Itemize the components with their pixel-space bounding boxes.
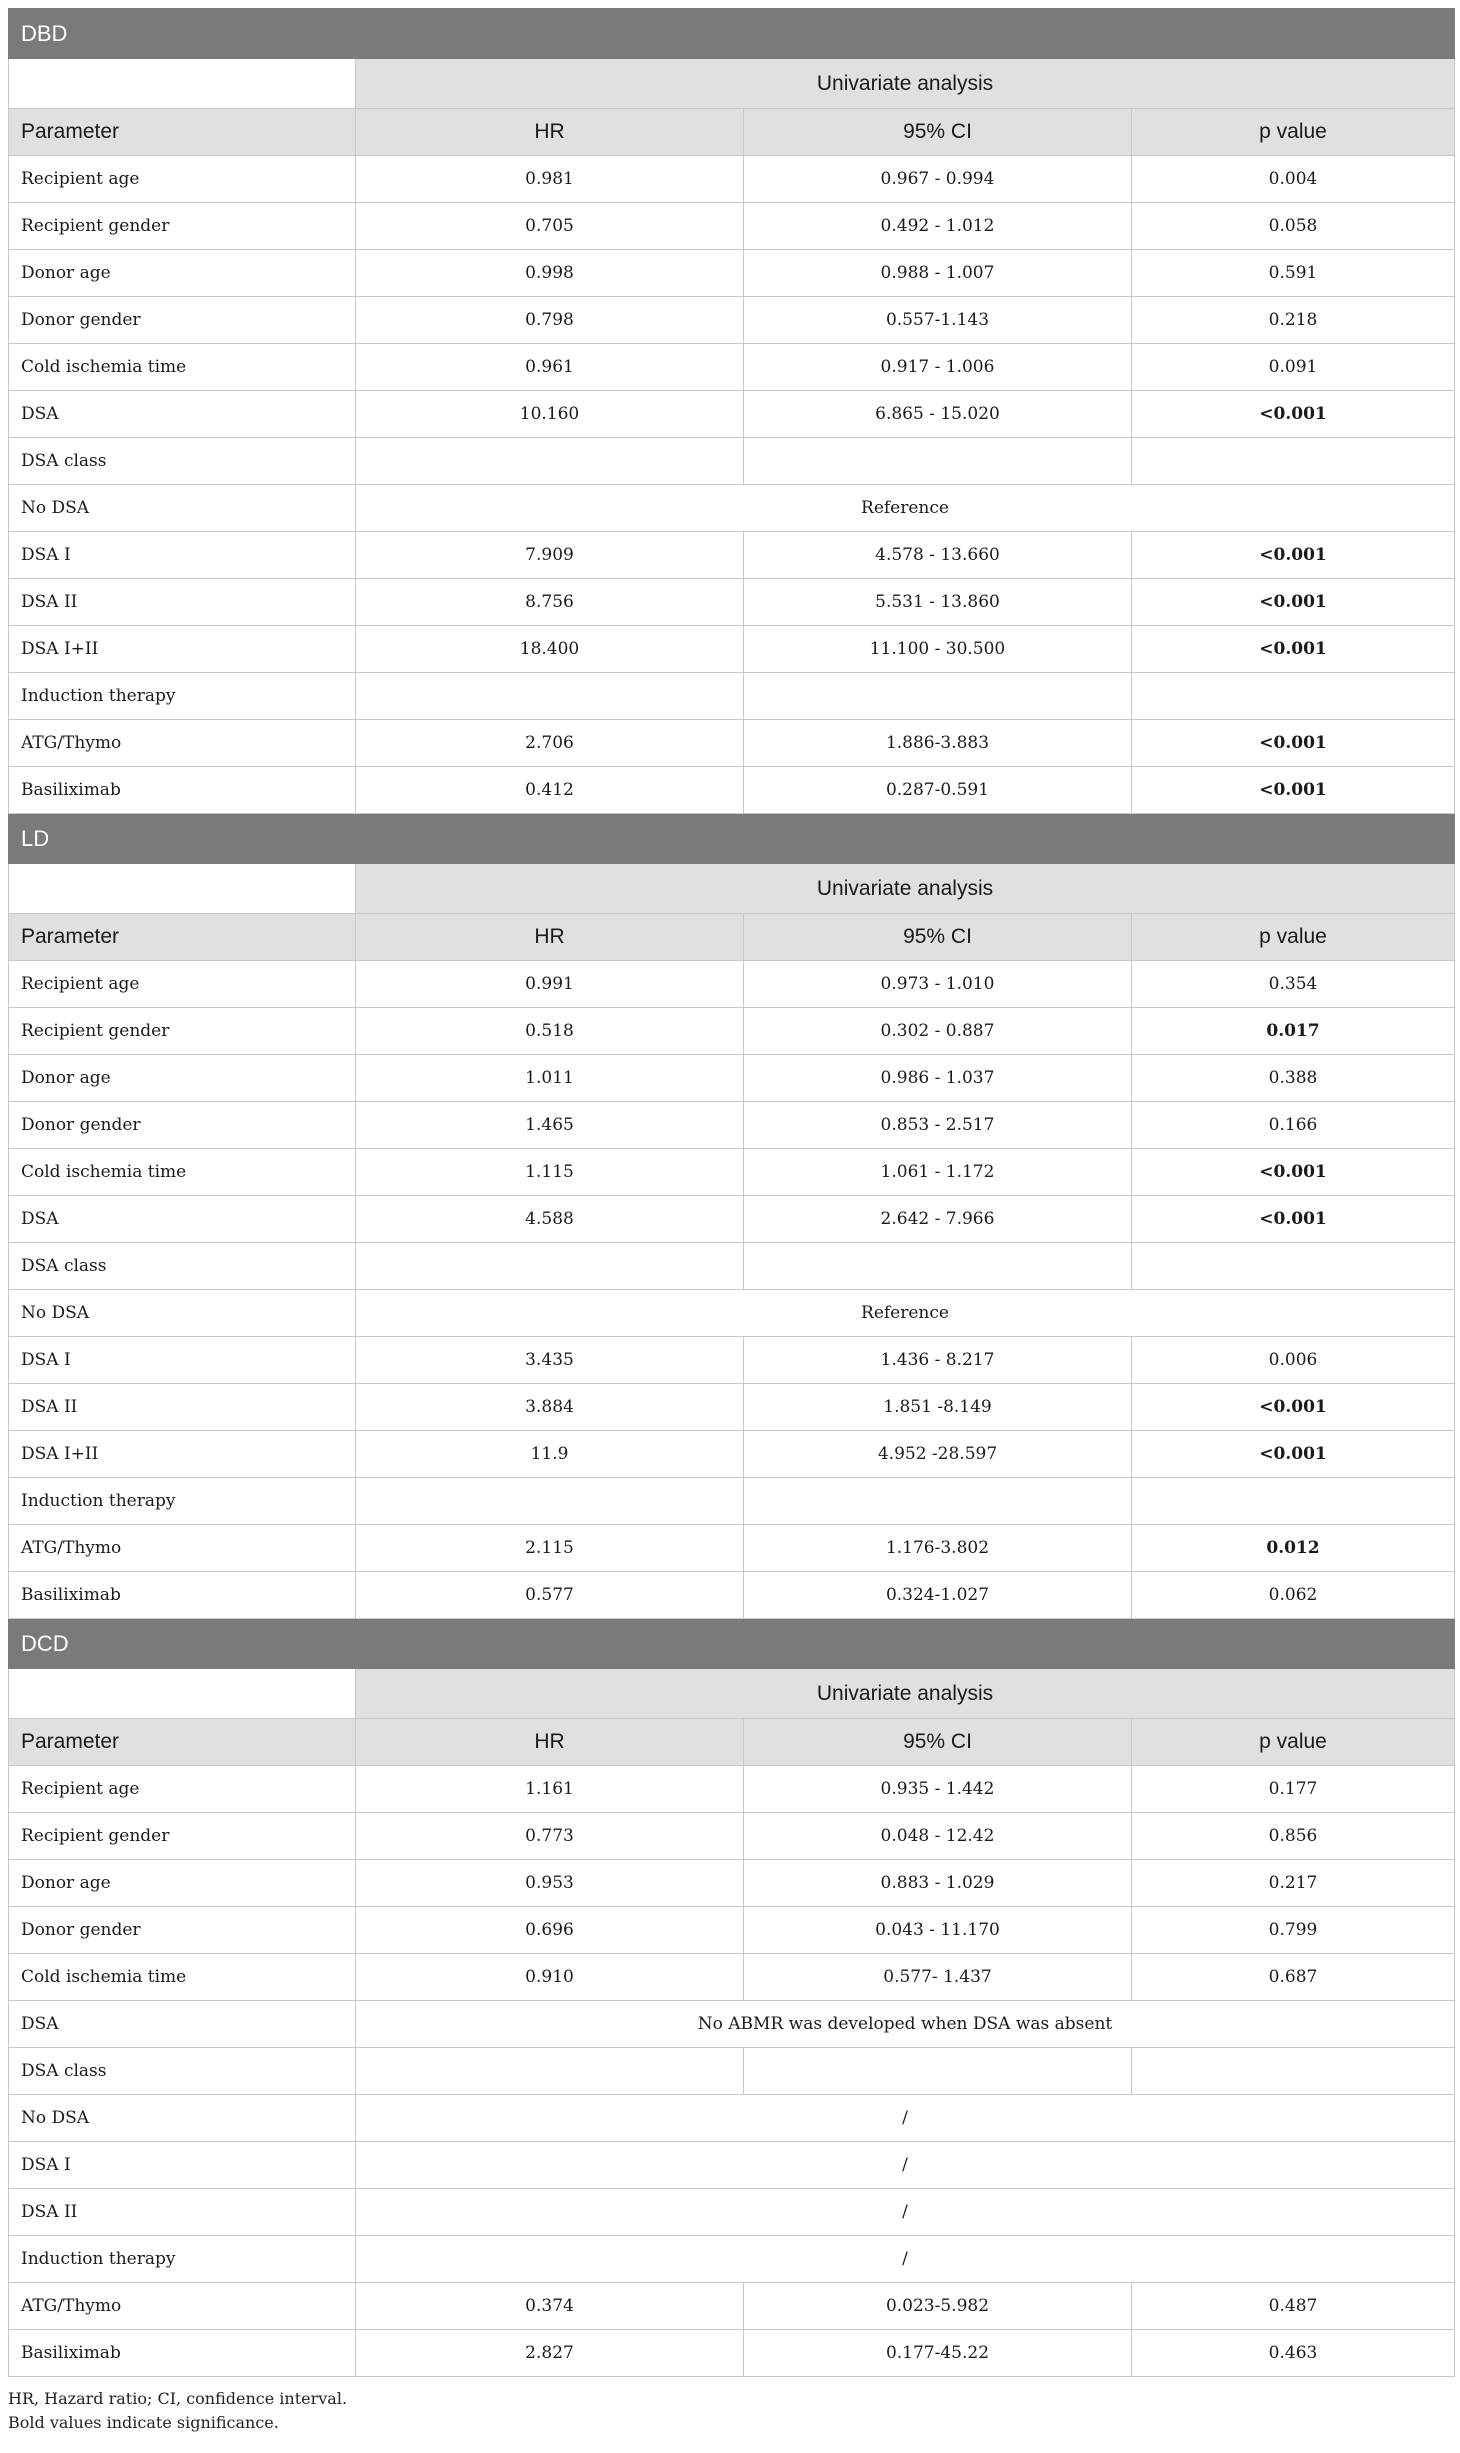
- hr-cell: 0.696: [356, 1907, 744, 1954]
- column-header-hr: HR: [356, 109, 744, 156]
- parameter-cell: Induction therapy: [9, 1478, 356, 1525]
- table-row: [9, 961, 1455, 1008]
- p-value-cell: [1132, 1243, 1455, 1290]
- section-title: DCD: [9, 1619, 356, 1669]
- column-header-p-value: p value: [1132, 109, 1455, 156]
- merged-value-cell: No ABMR was developed when DSA was absent: [356, 2001, 1455, 2048]
- table-footnotes: [8, 2387, 1454, 2435]
- parameter-cell: DSA II: [9, 2189, 356, 2236]
- table-row: [9, 1525, 1455, 1572]
- merged-value-cell: /: [356, 2189, 1455, 2236]
- p-value-cell: 0.354: [1132, 961, 1455, 1008]
- hr-cell: 0.412: [356, 767, 744, 814]
- column-header-parameter: Parameter: [9, 1719, 356, 1766]
- p-value-cell: 0.012: [1132, 1525, 1455, 1572]
- hr-cell: [356, 673, 744, 720]
- p-value-cell: 0.856: [1132, 1813, 1455, 1860]
- analysis-blank-cell: [9, 59, 356, 109]
- hr-cell: 1.161: [356, 1766, 744, 1813]
- table-container: [8, 8, 1454, 2435]
- parameter-cell: Donor gender: [9, 1102, 356, 1149]
- p-value-cell: [1132, 2048, 1455, 2095]
- parameter-cell: Cold ischemia time: [9, 344, 356, 391]
- hr-cell: 0.998: [356, 250, 744, 297]
- ci-cell: [744, 2048, 1132, 2095]
- parameter-cell: DSA: [9, 391, 356, 438]
- table-row: [9, 485, 1455, 532]
- table-row: [9, 1572, 1455, 1619]
- ci-cell: 0.023-5.982: [744, 2283, 1132, 2330]
- ci-cell: 1.886-3.883: [744, 720, 1132, 767]
- p-value-cell: <0.001: [1132, 1384, 1455, 1431]
- hr-cell: 0.773: [356, 1813, 744, 1860]
- section-header-row: [9, 9, 1455, 59]
- hazard-ratio-table: [8, 8, 1455, 2377]
- table-row: [9, 2189, 1455, 2236]
- ci-cell: 0.177-45.22: [744, 2330, 1132, 2377]
- p-value-cell: 0.799: [1132, 1907, 1455, 1954]
- ci-cell: [744, 673, 1132, 720]
- merged-value-cell: /: [356, 2142, 1455, 2189]
- footnote-abbreviations: HR, Hazard ratio; CI, confidence interval.: [8, 2389, 348, 2408]
- table-row: [9, 1954, 1455, 2001]
- p-value-cell: <0.001: [1132, 767, 1455, 814]
- parameter-cell: Recipient gender: [9, 1008, 356, 1055]
- hr-cell: 1.115: [356, 1149, 744, 1196]
- parameter-cell: Recipient age: [9, 961, 356, 1008]
- table-row: [9, 344, 1455, 391]
- parameter-cell: DSA class: [9, 2048, 356, 2095]
- section-header-blank: [356, 9, 744, 59]
- parameter-cell: DSA I: [9, 532, 356, 579]
- hr-cell: 2.706: [356, 720, 744, 767]
- table-row: [9, 2330, 1455, 2377]
- p-value-cell: 0.017: [1132, 1008, 1455, 1055]
- table-row: [9, 1008, 1455, 1055]
- table-row: [9, 2142, 1455, 2189]
- section-header-blank: [744, 814, 1132, 864]
- ci-cell: 0.986 - 1.037: [744, 1055, 1132, 1102]
- parameter-cell: No DSA: [9, 1290, 356, 1337]
- ci-cell: 0.287-0.591: [744, 767, 1132, 814]
- table-row: [9, 1243, 1455, 1290]
- table-row: [9, 1384, 1455, 1431]
- ci-cell: 0.883 - 1.029: [744, 1860, 1132, 1907]
- section-header-blank: [1132, 1619, 1455, 1669]
- section-header-blank: [744, 1619, 1132, 1669]
- p-value-cell: <0.001: [1132, 626, 1455, 673]
- parameter-cell: DSA: [9, 1196, 356, 1243]
- parameter-cell: Cold ischemia time: [9, 1954, 356, 2001]
- parameter-cell: Donor age: [9, 250, 356, 297]
- footnote-bold: Bold values indicate significance.: [8, 2413, 279, 2432]
- analysis-row: [9, 1669, 1455, 1719]
- hr-cell: 2.827: [356, 2330, 744, 2377]
- analysis-label: Univariate analysis: [356, 59, 1455, 109]
- hr-cell: 7.909: [356, 532, 744, 579]
- parameter-cell: DSA I: [9, 2142, 356, 2189]
- p-value-cell: [1132, 673, 1455, 720]
- hr-cell: 0.953: [356, 1860, 744, 1907]
- table-row: [9, 1055, 1455, 1102]
- parameter-cell: Induction therapy: [9, 2236, 356, 2283]
- p-value-cell: 0.177: [1132, 1766, 1455, 1813]
- ci-cell: 0.917 - 1.006: [744, 344, 1132, 391]
- parameter-cell: Recipient age: [9, 1766, 356, 1813]
- table-row: [9, 1337, 1455, 1384]
- ci-cell: 1.061 - 1.172: [744, 1149, 1132, 1196]
- hr-cell: 4.588: [356, 1196, 744, 1243]
- ci-cell: 0.048 - 12.42: [744, 1813, 1132, 1860]
- hr-cell: 2.115: [356, 1525, 744, 1572]
- table-row: [9, 2236, 1455, 2283]
- table-row: [9, 767, 1455, 814]
- ci-cell: 2.642 - 7.966: [744, 1196, 1132, 1243]
- analysis-label: Univariate analysis: [356, 1669, 1455, 1719]
- p-value-cell: 0.062: [1132, 1572, 1455, 1619]
- merged-value-cell: Reference: [356, 485, 1455, 532]
- analysis-blank-cell: [9, 864, 356, 914]
- column-header-row: [9, 109, 1455, 156]
- parameter-cell: DSA class: [9, 1243, 356, 1290]
- column-header-ci: 95% CI: [744, 109, 1132, 156]
- hr-cell: 0.910: [356, 1954, 744, 2001]
- parameter-cell: DSA II: [9, 579, 356, 626]
- table-row: [9, 2048, 1455, 2095]
- ci-cell: 0.043 - 11.170: [744, 1907, 1132, 1954]
- p-value-cell: 0.463: [1132, 2330, 1455, 2377]
- column-header-p-value: p value: [1132, 914, 1455, 961]
- parameter-cell: Donor age: [9, 1055, 356, 1102]
- column-header-p-value: p value: [1132, 1719, 1455, 1766]
- ci-cell: 0.302 - 0.887: [744, 1008, 1132, 1055]
- hr-cell: [356, 438, 744, 485]
- table-row: [9, 203, 1455, 250]
- ci-cell: 0.577- 1.437: [744, 1954, 1132, 2001]
- p-value-cell: 0.591: [1132, 250, 1455, 297]
- p-value-cell: [1132, 1478, 1455, 1525]
- hr-cell: 3.884: [356, 1384, 744, 1431]
- column-header-ci: 95% CI: [744, 1719, 1132, 1766]
- table-row: [9, 2001, 1455, 2048]
- section-header-row: [9, 1619, 1455, 1669]
- p-value-cell: <0.001: [1132, 1149, 1455, 1196]
- ci-cell: 0.557-1.143: [744, 297, 1132, 344]
- hr-cell: 1.011: [356, 1055, 744, 1102]
- ci-cell: 0.853 - 2.517: [744, 1102, 1132, 1149]
- ci-cell: 11.100 - 30.500: [744, 626, 1132, 673]
- ci-cell: [744, 1243, 1132, 1290]
- hr-cell: 0.577: [356, 1572, 744, 1619]
- column-header-ci: 95% CI: [744, 914, 1132, 961]
- p-value-cell: 0.166: [1132, 1102, 1455, 1149]
- ci-cell: 0.967 - 0.994: [744, 156, 1132, 203]
- column-header-hr: HR: [356, 1719, 744, 1766]
- ci-cell: 0.324-1.027: [744, 1572, 1132, 1619]
- parameter-cell: Basiliximab: [9, 767, 356, 814]
- section-title: LD: [9, 814, 356, 864]
- section-header-blank: [744, 9, 1132, 59]
- ci-cell: [744, 438, 1132, 485]
- table-body: [9, 9, 1455, 2377]
- ci-cell: 1.436 - 8.217: [744, 1337, 1132, 1384]
- ci-cell: 0.988 - 1.007: [744, 250, 1132, 297]
- column-header-hr: HR: [356, 914, 744, 961]
- column-header-row: [9, 914, 1455, 961]
- table-row: [9, 626, 1455, 673]
- table-row: [9, 438, 1455, 485]
- analysis-row: [9, 864, 1455, 914]
- hr-cell: 18.400: [356, 626, 744, 673]
- parameter-cell: DSA class: [9, 438, 356, 485]
- merged-value-cell: Reference: [356, 1290, 1455, 1337]
- table-row: [9, 720, 1455, 767]
- parameter-cell: Recipient gender: [9, 1813, 356, 1860]
- p-value-cell: 0.091: [1132, 344, 1455, 391]
- hr-cell: [356, 1478, 744, 1525]
- ci-cell: 0.935 - 1.442: [744, 1766, 1132, 1813]
- parameter-cell: No DSA: [9, 485, 356, 532]
- ci-cell: 4.578 - 13.660: [744, 532, 1132, 579]
- table-row: [9, 1149, 1455, 1196]
- p-value-cell: 0.687: [1132, 1954, 1455, 2001]
- section-header-blank: [356, 1619, 744, 1669]
- merged-value-cell: /: [356, 2095, 1455, 2142]
- hr-cell: 8.756: [356, 579, 744, 626]
- table-row: [9, 579, 1455, 626]
- p-value-cell: <0.001: [1132, 720, 1455, 767]
- hr-cell: 0.981: [356, 156, 744, 203]
- section-header-blank: [1132, 814, 1455, 864]
- ci-cell: 0.973 - 1.010: [744, 961, 1132, 1008]
- analysis-label: Univariate analysis: [356, 864, 1455, 914]
- hr-cell: [356, 2048, 744, 2095]
- parameter-cell: No DSA: [9, 2095, 356, 2142]
- ci-cell: 5.531 - 13.860: [744, 579, 1132, 626]
- p-value-cell: <0.001: [1132, 1431, 1455, 1478]
- analysis-blank-cell: [9, 1669, 356, 1719]
- hr-cell: 3.435: [356, 1337, 744, 1384]
- parameter-cell: Recipient age: [9, 156, 356, 203]
- ci-cell: 6.865 - 15.020: [744, 391, 1132, 438]
- parameter-cell: Induction therapy: [9, 673, 356, 720]
- p-value-cell: 0.218: [1132, 297, 1455, 344]
- parameter-cell: DSA I: [9, 1337, 356, 1384]
- section-header-row: [9, 814, 1455, 864]
- table-row: [9, 1907, 1455, 1954]
- ci-cell: 4.952 -28.597: [744, 1431, 1132, 1478]
- table-row: [9, 156, 1455, 203]
- p-value-cell: <0.001: [1132, 1196, 1455, 1243]
- parameter-cell: ATG/Thymo: [9, 2283, 356, 2330]
- table-row: [9, 297, 1455, 344]
- p-value-cell: 0.058: [1132, 203, 1455, 250]
- hr-cell: 11.9: [356, 1431, 744, 1478]
- parameter-cell: DSA I+II: [9, 1431, 356, 1478]
- table-row: [9, 1860, 1455, 1907]
- p-value-cell: 0.487: [1132, 2283, 1455, 2330]
- column-header-parameter: Parameter: [9, 914, 356, 961]
- parameter-cell: DSA I+II: [9, 626, 356, 673]
- parameter-cell: Donor gender: [9, 1907, 356, 1954]
- p-value-cell: 0.217: [1132, 1860, 1455, 1907]
- hr-cell: 10.160: [356, 391, 744, 438]
- parameter-cell: Basiliximab: [9, 1572, 356, 1619]
- table-row: [9, 250, 1455, 297]
- table-row: [9, 2283, 1455, 2330]
- ci-cell: 0.492 - 1.012: [744, 203, 1132, 250]
- section-header-blank: [1132, 9, 1455, 59]
- column-header-parameter: Parameter: [9, 109, 356, 156]
- table-row: [9, 1196, 1455, 1243]
- merged-value-cell: /: [356, 2236, 1455, 2283]
- table-row: [9, 391, 1455, 438]
- hr-cell: 0.374: [356, 2283, 744, 2330]
- section-header-blank: [356, 814, 744, 864]
- parameter-cell: Basiliximab: [9, 2330, 356, 2377]
- table-row: [9, 1813, 1455, 1860]
- p-value-cell: [1132, 438, 1455, 485]
- parameter-cell: Donor gender: [9, 297, 356, 344]
- ci-cell: 1.851 -8.149: [744, 1384, 1132, 1431]
- ci-cell: 1.176-3.802: [744, 1525, 1132, 1572]
- table-row: [9, 673, 1455, 720]
- p-value-cell: 0.006: [1132, 1337, 1455, 1384]
- table-row: [9, 2095, 1455, 2142]
- table-row: [9, 532, 1455, 579]
- hr-cell: 0.991: [356, 961, 744, 1008]
- hr-cell: 0.798: [356, 297, 744, 344]
- hr-cell: 0.705: [356, 203, 744, 250]
- parameter-cell: DSA: [9, 2001, 356, 2048]
- p-value-cell: 0.388: [1132, 1055, 1455, 1102]
- p-value-cell: <0.001: [1132, 579, 1455, 626]
- parameter-cell: DSA II: [9, 1384, 356, 1431]
- hr-cell: 1.465: [356, 1102, 744, 1149]
- parameter-cell: Donor age: [9, 1860, 356, 1907]
- table-row: [9, 1102, 1455, 1149]
- section-title: DBD: [9, 9, 356, 59]
- hr-cell: [356, 1243, 744, 1290]
- p-value-cell: <0.001: [1132, 391, 1455, 438]
- hr-cell: 0.518: [356, 1008, 744, 1055]
- column-header-row: [9, 1719, 1455, 1766]
- parameter-cell: ATG/Thymo: [9, 1525, 356, 1572]
- p-value-cell: <0.001: [1132, 532, 1455, 579]
- table-row: [9, 1431, 1455, 1478]
- analysis-row: [9, 59, 1455, 109]
- parameter-cell: Recipient gender: [9, 203, 356, 250]
- table-row: [9, 1478, 1455, 1525]
- table-row: [9, 1766, 1455, 1813]
- hr-cell: 0.961: [356, 344, 744, 391]
- parameter-cell: ATG/Thymo: [9, 720, 356, 767]
- table-row: [9, 1290, 1455, 1337]
- ci-cell: [744, 1478, 1132, 1525]
- p-value-cell: 0.004: [1132, 156, 1455, 203]
- parameter-cell: Cold ischemia time: [9, 1149, 356, 1196]
